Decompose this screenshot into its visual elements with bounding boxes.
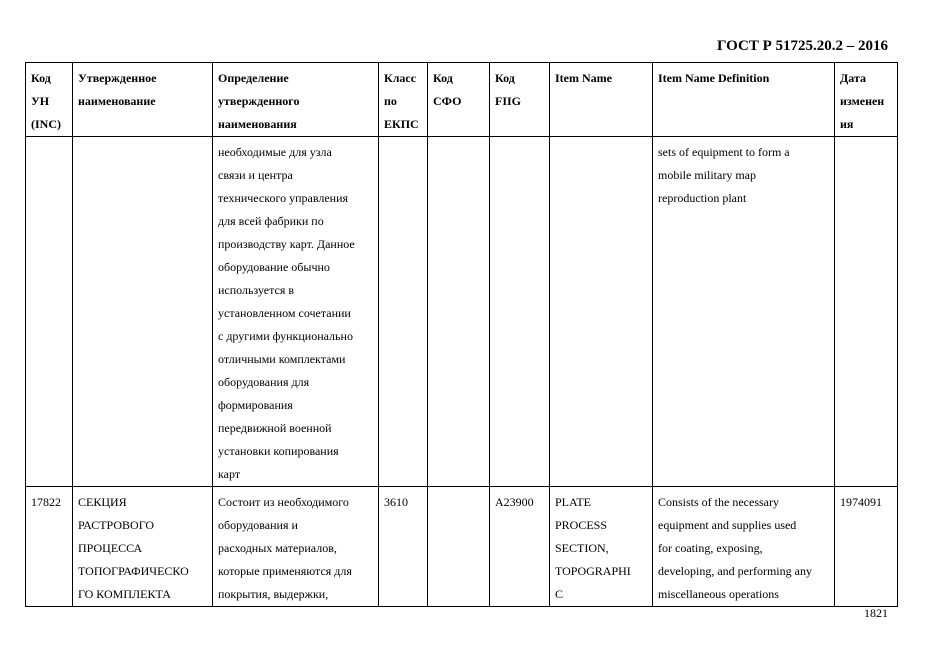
cell-line: формирования: [218, 398, 293, 412]
cell-item-name-definition: [653, 487, 835, 607]
header-line: УН: [31, 94, 50, 108]
header-line: Код: [31, 71, 51, 85]
cell-line: TOPOGRAPHI: [555, 564, 631, 578]
cell-line: PROCESS: [555, 518, 608, 532]
cell-line: РАСТРОВОГО: [78, 518, 155, 532]
table-header-row: [26, 63, 898, 137]
cell-approved-name: [73, 137, 213, 487]
cell-line: необходимые для узла: [218, 145, 332, 159]
cell-line: карт: [218, 467, 241, 481]
header-line: ия: [840, 117, 854, 131]
header-line: ЕКПС: [384, 117, 419, 131]
cell-line: C: [555, 587, 564, 601]
cell-line: ГО КОМПЛЕКТА: [78, 587, 171, 601]
header-line: Утвержденное: [78, 71, 157, 85]
cell-line: оборудования и: [218, 518, 298, 532]
header-fiig-code: [490, 63, 550, 137]
cell-ekps-class: [379, 137, 428, 487]
cell-line: связи и центра: [218, 168, 293, 182]
cell-sfo-code: [428, 137, 490, 487]
page-number: 1821: [864, 606, 888, 620]
header-approved-name: [73, 63, 213, 137]
header-line: СФО: [433, 94, 462, 108]
cell-line: developing, and performing any: [658, 564, 812, 578]
header-line: утвержденного: [218, 94, 300, 108]
cell-item-name-definition: [653, 137, 835, 487]
cell-inc-code: [26, 487, 73, 607]
cell-line: технического управления: [218, 191, 349, 205]
cell-ekps-class: [379, 487, 428, 607]
cell-line: equipment and supplies used: [658, 518, 797, 532]
cell-line: for coating, exposing,: [658, 541, 763, 555]
header-line: FIIG: [495, 94, 522, 108]
cell-line: производству карт. Данное: [218, 237, 355, 251]
cell-sfo-code: [428, 487, 490, 607]
cell-line: Состоит из необходимого: [218, 495, 349, 509]
header-line: Код: [433, 71, 453, 85]
header-sfo-code: [428, 63, 490, 137]
cell-line: miscellaneous operations: [658, 587, 779, 601]
cell-line: ТОПОГРАФИЧЕСКО: [78, 564, 189, 578]
header-line: Item Name: [555, 71, 612, 85]
cell-line: 1974091: [840, 495, 882, 509]
cell-change-date: [835, 137, 898, 487]
cell-fiig-code: [490, 137, 550, 487]
cell-inc-code: [26, 137, 73, 487]
cell-line: которые применяются для: [218, 564, 352, 578]
cell-approved-name: [73, 487, 213, 607]
cell-line: покрытия, выдержки,: [218, 587, 329, 601]
header-line: по: [384, 94, 397, 108]
cell-line: с другими функционально: [218, 329, 353, 343]
header-line: Код: [495, 71, 515, 85]
cell-line: PLATE: [555, 495, 591, 509]
header-line: наименование: [78, 94, 156, 108]
header-line: изменен: [840, 94, 885, 108]
cell-line: 17822: [31, 495, 61, 509]
cell-line: СЕКЦИЯ: [78, 495, 127, 509]
header-line: наименования: [218, 117, 297, 131]
cell-fiig-code: [490, 487, 550, 607]
cell-line: расходных материалов,: [218, 541, 337, 555]
header-line: Дата: [840, 71, 866, 85]
cell-line: Consists of the necessary: [658, 495, 779, 509]
cell-item-name: [550, 137, 653, 487]
cell-line: sets of equipment to form a: [658, 145, 790, 159]
table-row: [26, 137, 898, 487]
cell-line: SECTION,: [555, 541, 609, 555]
cell-change-date: [835, 487, 898, 607]
header-item-name: [550, 63, 653, 137]
header-line: Определение: [218, 71, 289, 85]
cell-line: для всей фабрики по: [218, 214, 324, 228]
cell-line: используется в: [218, 283, 295, 297]
cell-definition: [213, 487, 379, 607]
header-change-date: [835, 63, 898, 137]
cell-line: передвижной военной: [218, 421, 332, 435]
header-line: (INC): [31, 117, 61, 131]
classification-table: [25, 62, 898, 607]
header-line: Класс: [384, 71, 417, 85]
cell-definition: [213, 137, 379, 487]
header-item-name-definition: [653, 63, 835, 137]
cell-line: A23900: [495, 495, 534, 509]
cell-line: установленном сочетании: [218, 306, 351, 320]
document-standard-header: ГОСТ Р 51725.20.2 – 2016: [716, 38, 888, 54]
cell-line: 3610: [384, 495, 408, 509]
header-definition: [213, 63, 379, 137]
cell-line: ПРОЦЕССА: [78, 541, 143, 555]
cell-line: отличными комплектами: [218, 352, 346, 366]
cell-line: оборудование обычно: [218, 260, 330, 274]
header-inc-code: [26, 63, 73, 137]
cell-line: reproduction plant: [658, 191, 747, 205]
table-row: [26, 487, 898, 607]
header-ekps-class: [379, 63, 428, 137]
cell-item-name: [550, 487, 653, 607]
cell-line: установки копирования: [218, 444, 339, 458]
cell-line: mobile military map: [658, 168, 756, 182]
header-line: Item Name Definition: [658, 71, 770, 85]
cell-line: оборудования для: [218, 375, 310, 389]
